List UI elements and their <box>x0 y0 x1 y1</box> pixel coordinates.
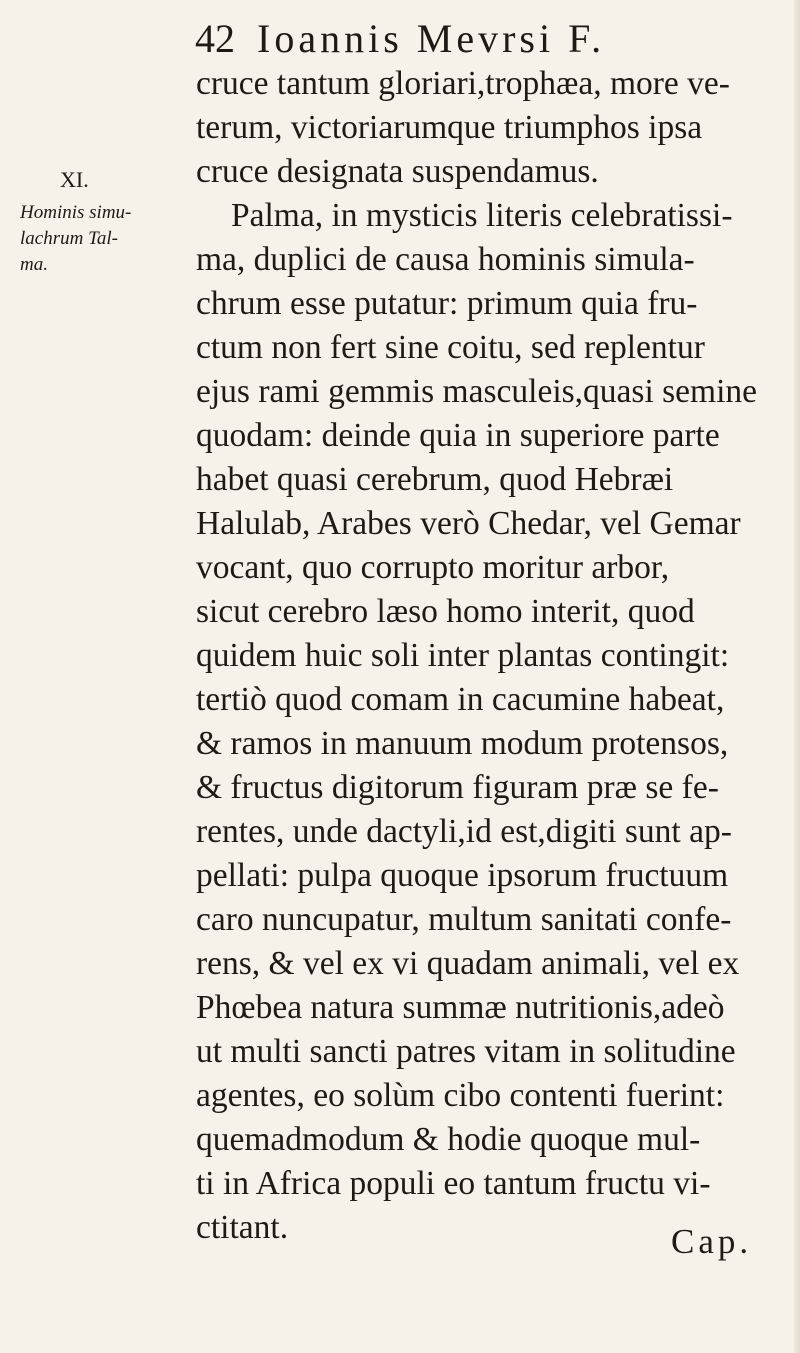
body-text <box>196 62 776 1250</box>
catchword: Cap. <box>671 1222 753 1261</box>
text-line: habet quasi cerebrum, quod Hebræi <box>196 461 674 498</box>
section-number: XI. <box>60 167 89 192</box>
text-line: Phœbea natura summæ nutritionis,adeò <box>196 989 725 1026</box>
text-line: ma, duplici de causa hominis simula- <box>196 241 695 278</box>
text-line: quemadmodum & hodie quoque mul- <box>196 1121 701 1158</box>
text-line: sicut cerebro læso homo interit, quod <box>196 593 695 630</box>
text-line: & ramos in manuum modum protensos, <box>196 725 729 762</box>
text-line: tertiò quod comam in cacumine habeat, <box>196 681 725 718</box>
text-line: cruce designata suspendamus. <box>196 153 599 190</box>
text-line: ctum non fert sine coitu, sed replentur <box>196 329 705 366</box>
page-number: 42 <box>195 16 235 61</box>
paragraph-start-line: Palma, in mysticis literis celebratissi- <box>231 197 733 234</box>
running-head-title: Ioannis Mevrsi F. <box>257 16 606 61</box>
marginal-note-line: Hominis simu- <box>20 202 132 223</box>
marginal-note <box>20 200 200 278</box>
text-line: cruce tantum gloriari,trophæa, more ve- <box>196 65 730 102</box>
text-line: ctitant. <box>196 1209 289 1246</box>
marginal-note-line: ma. <box>20 254 48 275</box>
text-line: terum, victoriarumque triumphos ipsa <box>196 109 703 146</box>
text-line: Halulab, Arabes verò Chedar, vel Gemar <box>196 505 741 542</box>
text-line: vocant, quo corrupto moritur arbor, <box>196 549 670 586</box>
running-head <box>195 14 755 64</box>
text-line: quodam: deinde quia in superiore parte <box>196 417 720 454</box>
text-line: rens, & vel ex vi quadam animali, vel ex <box>196 945 740 982</box>
marginal-note-line: lachrum Tal- <box>20 228 119 249</box>
text-line: ut multi sancti patres vitam in solitudine <box>196 1033 736 1070</box>
page-edge-shadow <box>794 0 800 1353</box>
text-line: chrum esse putatur: primum quia fru- <box>196 285 698 322</box>
text-line: ejus rami gemmis masculeis,quasi semine <box>196 373 758 410</box>
text-line: agentes, eo solùm cibo contenti fuerint: <box>196 1077 725 1114</box>
text-line: & fructus digitorum figuram præ se fe- <box>196 769 719 806</box>
text-line: rentes, unde dactyli,id est,digiti sunt ap- <box>196 813 732 850</box>
text-line: ti in Africa populi eo tantum fructu vi- <box>196 1165 711 1202</box>
text-line: pellati: pulpa quoque ipsorum fructuum <box>196 857 729 894</box>
text-line: quidem huic soli inter plantas contingit: <box>196 637 730 674</box>
text-line: caro nuncupatur, multum sanitati confe- <box>196 901 732 938</box>
